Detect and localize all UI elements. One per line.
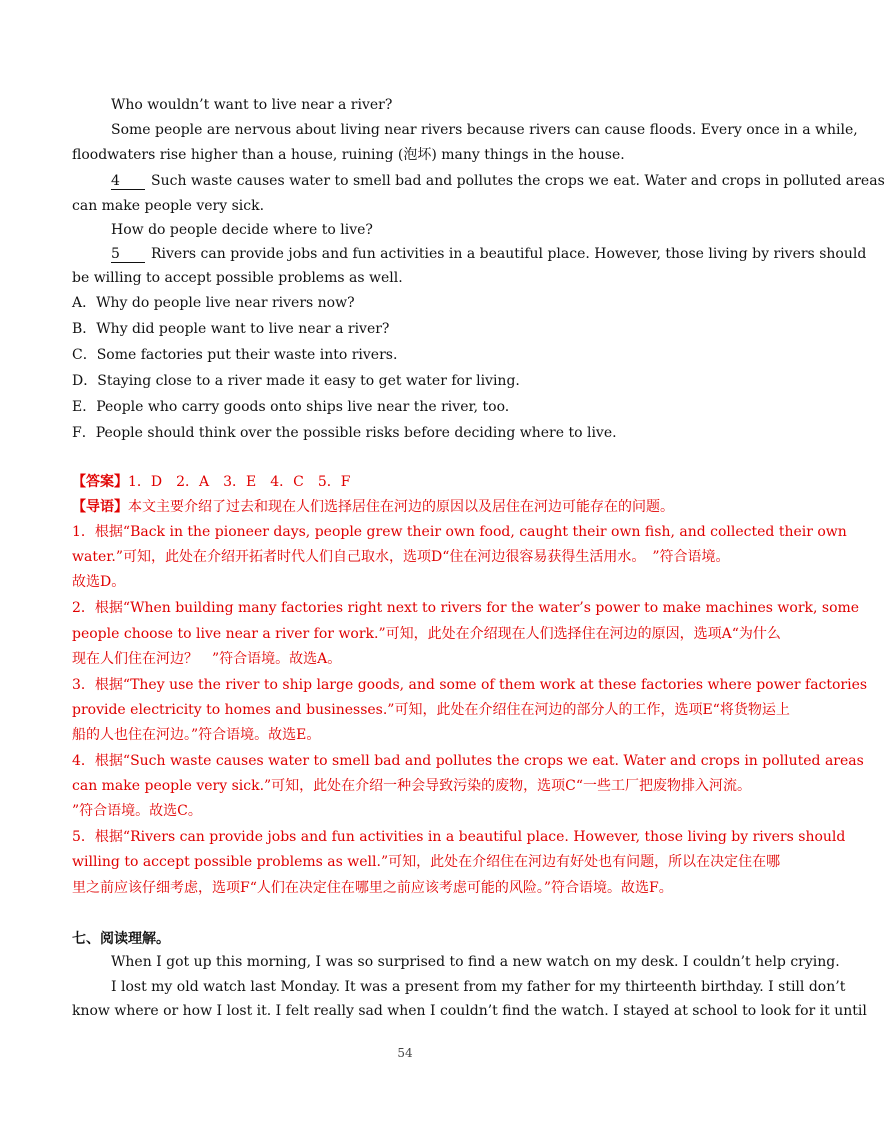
explanation-line: 船的人也住在河边。”符合语境。故选E。 (72, 727, 321, 743)
explanation-line: can make people very sick.”可知，此处在介绍一种会导致污染的废物，选项C“一些工厂把废物排入河流。 (72, 778, 752, 794)
passage-paragraph-line: Some people are nervous about living near rivers because rivers can cause floods. Every once in a while, (111, 122, 858, 138)
explanation-line: 4．根据“Such waste causes water to smell bad and pollutes the crops we eat. Water and crops in polluted areas (72, 753, 864, 769)
guide-line (72, 497, 728, 517)
answer-label: 【答案】 (72, 474, 128, 490)
option-a: A．Why do people live near rivers now? (72, 295, 355, 311)
answer-blank-4: 4 (111, 173, 145, 190)
explanation-line: 现在人们住在河边？ ”符合语境。故选A。 (72, 651, 342, 667)
option-f: F．People should think over the possible risks before deciding where to live. (72, 425, 617, 441)
guide-label: 【导语】 (72, 499, 128, 515)
passage-paragraph-line: be willing to accept possible problems as well. (72, 270, 403, 286)
explanation-line: 3．根据“They use the river to ship large goods, and some of them work at these factories where power factories (72, 677, 868, 693)
option-b: B．Why did people want to live near a river? (72, 321, 390, 337)
page-number: 54 (397, 1046, 413, 1060)
answer-line (72, 472, 728, 492)
passage-paragraph-line: floodwaters rise higher than a house, ruining (泡坏) many things in the house. (72, 147, 625, 163)
explanation-line: willing to accept possible problems as well.”可知，此处在介绍住在河边有好处也有问题，所以在决定住在哪 (72, 854, 781, 870)
passage-question-line: How do people decide where to live? (111, 222, 373, 238)
explanation-line: ”符合语境。故选C。 (72, 803, 202, 819)
passage-question-line: Who wouldn’t want to live near a river? (111, 97, 393, 113)
section-paragraph-line: know where or how I lost it. I felt really sad when I couldn’t find the watch. I stayed at school to look for it until (72, 1003, 867, 1019)
passage-blank-4-line (111, 171, 885, 191)
guide-text: 本文主要介绍了过去和现在人们选择居住在河边的原因以及居住在河边可能存在的问题。 (128, 499, 674, 515)
answer-text: 1．D 2．A 3．E 4．C 5．F (128, 474, 351, 490)
passage-text: Rivers can provide jobs and fun activities in a beautiful place. However, those living by rivers should (151, 246, 867, 262)
passage-paragraph-line: can make people very sick. (72, 198, 265, 214)
explanation-line: 故选D。 (72, 574, 126, 590)
option-e: E．People who carry goods onto ships live near the river, too. (72, 399, 510, 415)
explanation-line: water.”可知，此处在介绍开拓者时代人们自己取水，选项D“住在河边很容易获得生活用水。 ”符合语境。 (72, 549, 730, 565)
answer-blank-5: 5 (111, 246, 145, 263)
passage-blank-5-line (111, 244, 867, 264)
explanation-line: 里之前应该仔细考虑，选项F“人们在决定住在哪里之前应该考虑可能的风险。”符合语境。故选F。 (72, 880, 673, 896)
explanation-line: 2．根据“When building many factories right next to rivers for the water’s power to make machines work, some (72, 600, 860, 616)
option-d: D．Staying close to a river made it easy to get water for living. (72, 373, 520, 389)
explanation-line: 5．根据“Rivers can provide jobs and fun activities in a beautiful place. However, those living by rivers should (72, 829, 846, 845)
option-c: C．Some factories put their waste into rivers. (72, 347, 398, 363)
explanation-line: people choose to live near a river for work.”可知，此处在介绍现在人们选择住在河边的原因，选项A“为什么 (72, 626, 781, 642)
section-paragraph-line: I lost my old watch last Monday. It was a present from my father for my thirteenth birthday. I still don’t (111, 979, 846, 995)
explanation-line: provide electricity to homes and businesses.”可知，此处在介绍住在河边的部分人的工作，选项E“将货物运上 (72, 702, 790, 718)
section-paragraph-line: When I got up this morning, I was so surprised to find a new watch on my desk. I couldn’t help crying. (111, 954, 840, 970)
explanation-line: 1．根据“Back in the pioneer days, people grew their own food, caught their own fish, and collected their own (72, 524, 847, 540)
section-heading: 七、阅读理解。 (72, 931, 170, 947)
passage-text: Such waste causes water to smell bad and pollutes the crops we eat. Water and crops in polluted areas (151, 173, 885, 189)
